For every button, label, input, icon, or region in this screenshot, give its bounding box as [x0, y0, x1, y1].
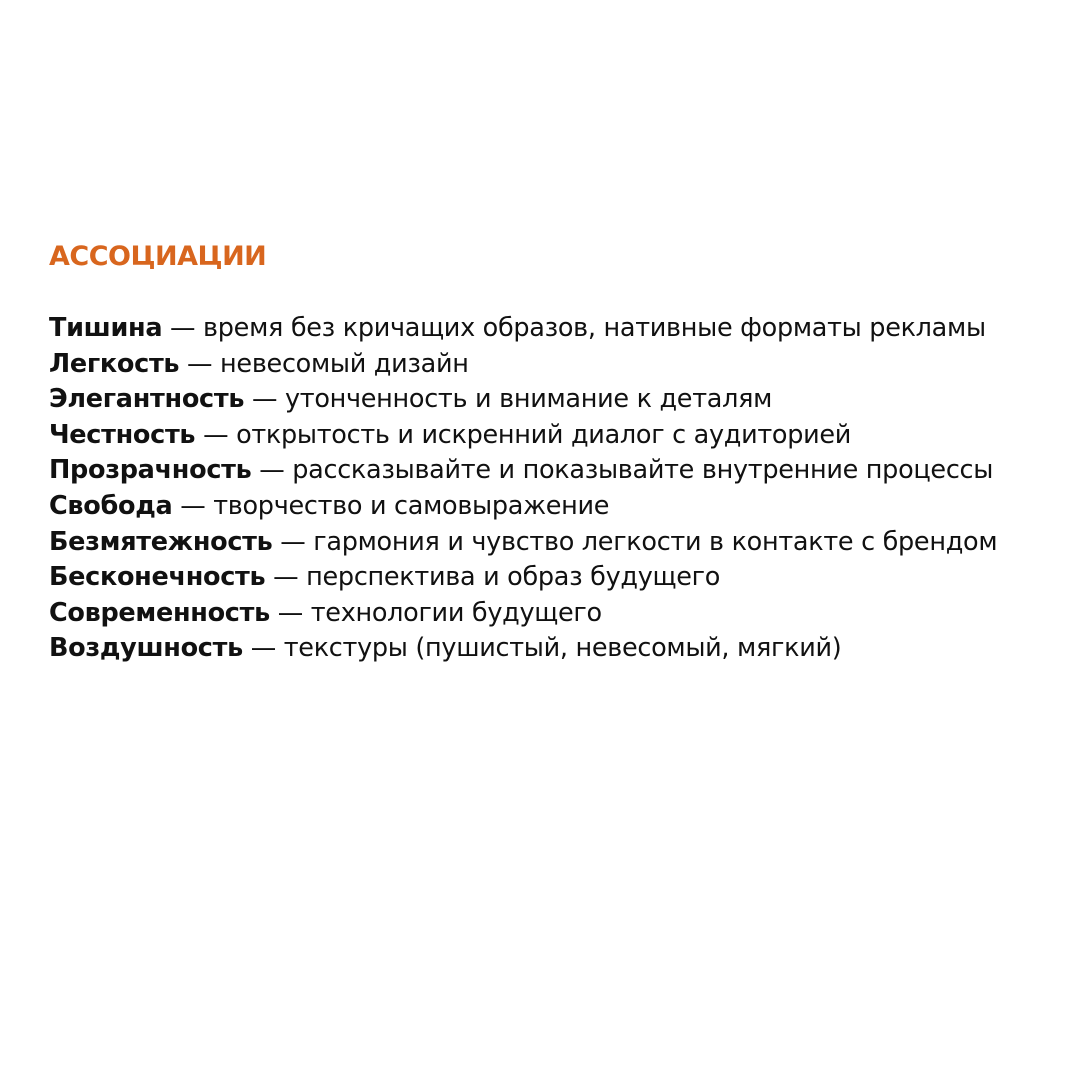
list-item [49, 453, 1031, 489]
item-term: Прозрачность [49, 455, 252, 486]
item-description: — рассказывайте и показывайте внутренние процессы [251, 455, 994, 486]
section-heading: АССОЦИАЦИИ [49, 241, 267, 272]
item-description: — невесомый дизайн [179, 348, 469, 379]
item-description: — время без кричащих образов, нативные форматы рекламы [162, 313, 986, 343]
item-description: — технологии будущего [269, 597, 602, 628]
item-term: Легкость [49, 348, 180, 379]
list-item [49, 347, 1031, 383]
associations-list [49, 311, 1031, 667]
item-term: Свобода [49, 490, 173, 521]
item-term: Честность [49, 419, 196, 450]
item-description: — открытость и искренний диалог с аудиторией [195, 419, 852, 450]
item-term: Тишина [49, 313, 163, 343]
item-description: — перспектива и образ будущего [265, 562, 721, 593]
item-term: Безмятежность [49, 526, 273, 557]
item-description: — утонченность и внимание к деталям [244, 384, 773, 415]
list-item [49, 560, 1031, 596]
list-item [49, 382, 1031, 418]
item-description: — творчество и самовыражение [172, 490, 610, 521]
list-item [49, 631, 1031, 667]
list-item [49, 596, 1031, 632]
item-term: Элегантность [49, 384, 245, 415]
item-description: — текстуры (пушистый, невесомый, мягкий) [242, 633, 842, 664]
item-term: Современность [49, 597, 270, 628]
list-item [49, 311, 1031, 347]
list-item [49, 489, 1031, 525]
item-term: Воздушность [49, 633, 243, 664]
list-item [49, 525, 1031, 561]
item-term: Бесконечность [49, 562, 266, 593]
item-description: — гармония и чувство легкости в контакте с брендом [272, 526, 998, 557]
list-item [49, 418, 1031, 454]
